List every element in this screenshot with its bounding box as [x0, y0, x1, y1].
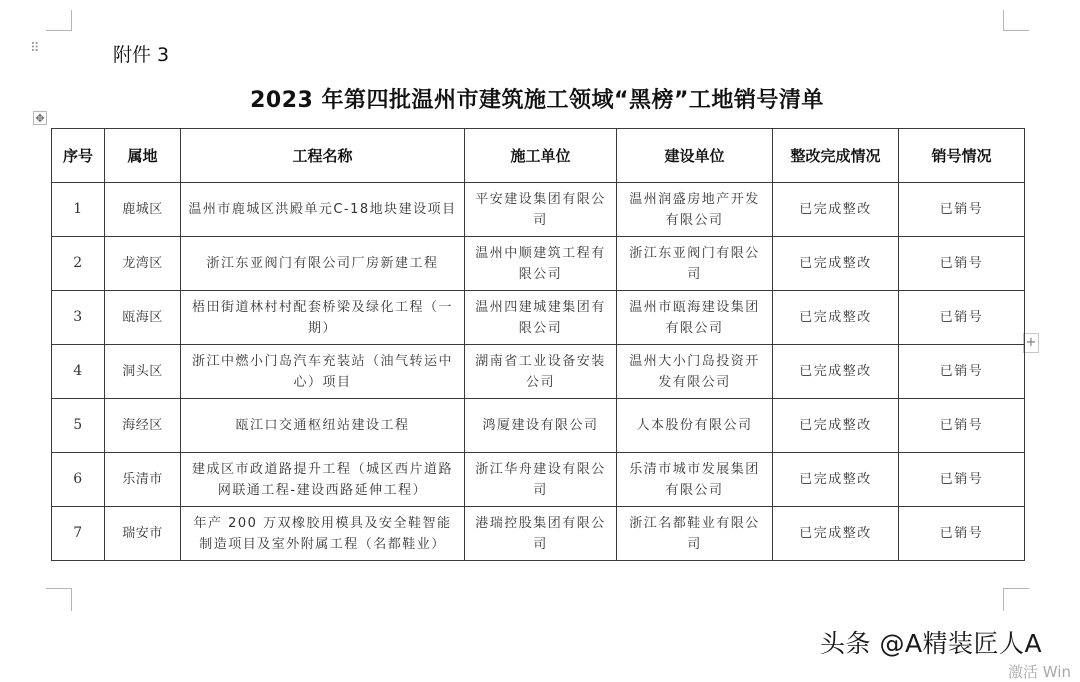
- cell-no: 2: [52, 237, 105, 291]
- cell-rectification: 已完成整改: [773, 453, 899, 507]
- table-row: [52, 453, 1025, 507]
- table-row: [52, 507, 1025, 561]
- cell-no: 1: [52, 183, 105, 237]
- document-title: 2023 年第四批温州市建筑施工领域“黑榜”工地销号清单: [250, 88, 824, 113]
- watermark-text: 头条 @A精装匠人A: [820, 629, 1043, 658]
- cell-constructor: 温州四建城建集团有限公司: [465, 291, 617, 345]
- cell-constructor: 港瑞控股集团有限公司: [465, 507, 617, 561]
- cell-constructor: 鸿厦建设有限公司: [465, 399, 617, 453]
- cell-constructor: 平安建设集团有限公司: [465, 183, 617, 237]
- header-project: 工程名称: [181, 129, 465, 183]
- cell-cancel: 已销号: [899, 183, 1025, 237]
- cell-developer: 浙江东亚阀门有限公司: [617, 237, 773, 291]
- activate-windows-text: 激活 Win: [1008, 663, 1071, 681]
- table-row: [52, 183, 1025, 237]
- drag-handle-icon[interactable]: ⠿: [30, 41, 40, 56]
- cell-rectification: 已完成整改: [773, 183, 899, 237]
- cell-no: 4: [52, 345, 105, 399]
- cell-rectification: 已完成整改: [773, 345, 899, 399]
- cell-developer: 乐清市城市发展集团有限公司: [617, 453, 773, 507]
- cell-developer: 人本股份有限公司: [617, 399, 773, 453]
- cell-cancel: 已销号: [899, 453, 1025, 507]
- table-move-icon[interactable]: ✥: [33, 111, 47, 125]
- attachment-label: 附件 3: [113, 44, 170, 66]
- table-row: [52, 291, 1025, 345]
- cell-area: 海经区: [105, 399, 181, 453]
- cell-developer: 温州市瓯海建设集团有限公司: [617, 291, 773, 345]
- cell-area: 鹿城区: [105, 183, 181, 237]
- table-header-row: [52, 129, 1025, 183]
- header-cancel: 销号情况: [899, 129, 1025, 183]
- header-developer: 建设单位: [617, 129, 773, 183]
- cell-project: 温州市鹿城区洪殿单元C-18地块建设项目: [181, 183, 465, 237]
- cell-area: 龙湾区: [105, 237, 181, 291]
- table-row: [52, 237, 1025, 291]
- cell-rectification: 已完成整改: [773, 399, 899, 453]
- header-constructor: 施工单位: [465, 129, 617, 183]
- crop-mark-top-right: [1003, 10, 1029, 31]
- cell-project: 建成区市政道路提升工程（城区西片道路网联通工程-建设西路延伸工程）: [181, 453, 465, 507]
- cell-rectification: 已完成整改: [773, 237, 899, 291]
- cell-no: 7: [52, 507, 105, 561]
- cell-project: 年产 200 万双橡胶用模具及安全鞋智能制造项目及室外附属工程（名都鞋业）: [181, 507, 465, 561]
- cell-area: 乐清市: [105, 453, 181, 507]
- cell-cancel: 已销号: [899, 507, 1025, 561]
- cell-constructor: 湖南省工业设备安装公司: [465, 345, 617, 399]
- cell-developer: 温州大小门岛投资开发有限公司: [617, 345, 773, 399]
- cell-cancel: 已销号: [899, 345, 1025, 399]
- cell-project: 浙江东亚阀门有限公司厂房新建工程: [181, 237, 465, 291]
- table-row: [52, 399, 1025, 453]
- crop-mark-top-left: [46, 10, 72, 31]
- cancellation-table: [51, 128, 1025, 561]
- cell-no: 5: [52, 399, 105, 453]
- crop-mark-bottom-left: [46, 588, 72, 611]
- cell-project: 梧田街道林村村配套桥梁及绿化工程（一期）: [181, 291, 465, 345]
- cell-area: 瑞安市: [105, 507, 181, 561]
- crop-mark-bottom-right: [1003, 588, 1029, 611]
- cell-no: 3: [52, 291, 105, 345]
- table-row: [52, 345, 1025, 399]
- cell-rectification: 已完成整改: [773, 507, 899, 561]
- cell-area: 洞头区: [105, 345, 181, 399]
- cell-cancel: 已销号: [899, 291, 1025, 345]
- cell-developer: 浙江名都鞋业有限公司: [617, 507, 773, 561]
- cell-cancel: 已销号: [899, 237, 1025, 291]
- cell-cancel: 已销号: [899, 399, 1025, 453]
- header-area: 属地: [105, 129, 181, 183]
- cell-area: 瓯海区: [105, 291, 181, 345]
- cell-project: 浙江中燃小门岛汽车充装站（油气转运中心）项目: [181, 345, 465, 399]
- cell-rectification: 已完成整改: [773, 291, 899, 345]
- cell-constructor: 浙江华舟建设有限公司: [465, 453, 617, 507]
- header-no: 序号: [52, 129, 105, 183]
- cell-constructor: 温州中顺建筑工程有限公司: [465, 237, 617, 291]
- header-rectification: 整改完成情况: [773, 129, 899, 183]
- cell-no: 6: [52, 453, 105, 507]
- cell-developer: 温州润盛房地产开发有限公司: [617, 183, 773, 237]
- add-column-icon[interactable]: +: [1023, 333, 1039, 353]
- cell-project: 瓯江口交通枢纽站建设工程: [181, 399, 465, 453]
